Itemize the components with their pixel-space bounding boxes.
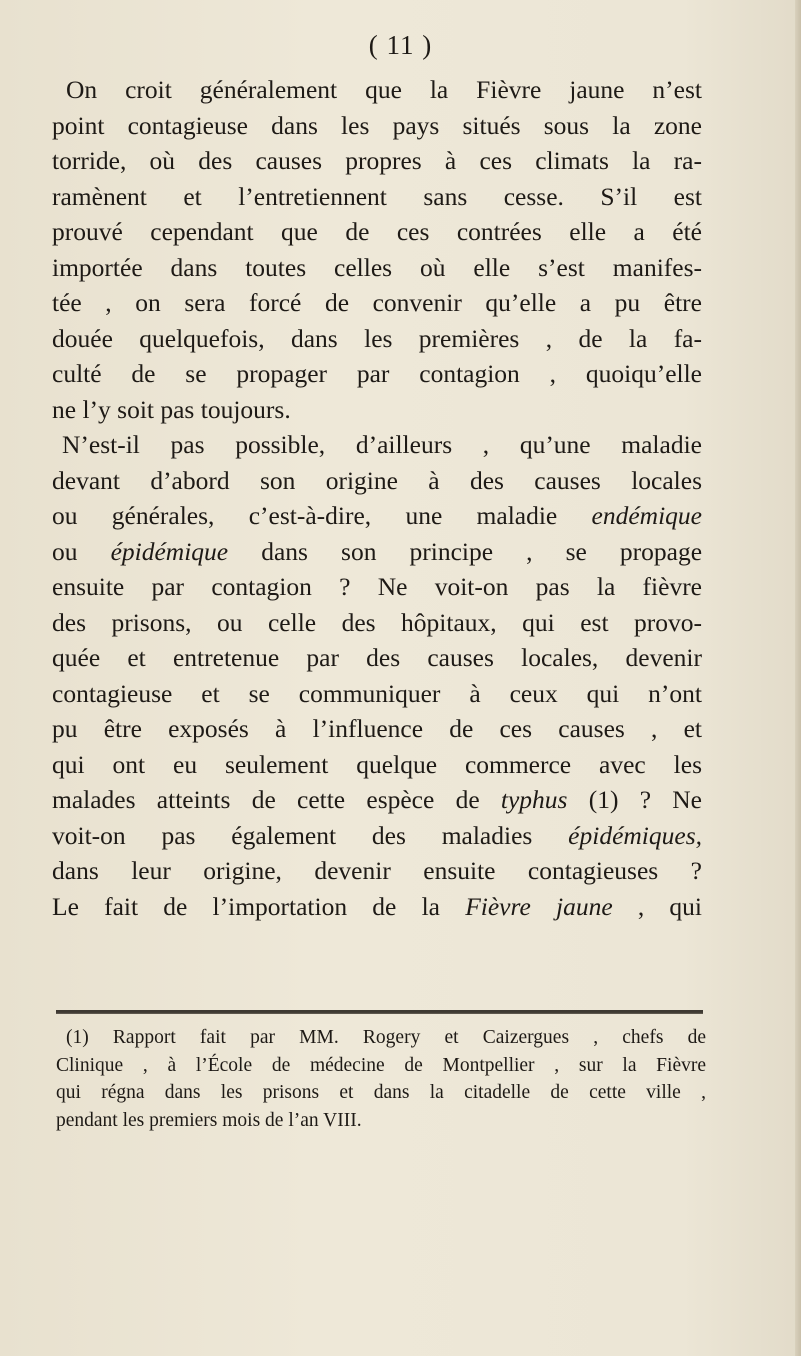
- footnote-line: pendant les premiers mois de l’an VIII.: [56, 1109, 362, 1131]
- text-segment: Le fait de l’importation de la: [52, 891, 440, 921]
- text-line: [52, 534, 702, 570]
- text-segment: dans son principe , se propage: [261, 536, 703, 566]
- footnote: [56, 1024, 706, 1134]
- text-line: tée , on sera forcé de convenir qu’elle a pu être: [52, 288, 702, 317]
- italic-term: typhus: [500, 785, 568, 814]
- text-line: torride, où des causes propres à ces climats la ra-: [52, 146, 702, 175]
- text-segment: malades atteints de cette espèce de: [52, 785, 480, 814]
- text-line: [52, 498, 702, 534]
- text-line: importée dans toutes celles où elle s’est manifes-: [52, 252, 702, 282]
- text-line: [52, 818, 702, 854]
- text-line: N’est-il pas possible, d’ailleurs , qu’une maladie: [62, 430, 702, 459]
- italic-term: épidémique: [110, 536, 229, 566]
- text-segment: voit-on pas également des maladies: [52, 820, 533, 850]
- text-line: pu être exposés à l’influence de ces causes , et: [52, 714, 702, 743]
- page-edge: [795, 0, 801, 1356]
- text-segment: ,: [695, 820, 703, 850]
- italic-term: endémique: [591, 501, 702, 530]
- text-line: qui ont eu seulement quelque commerce avec les: [52, 749, 702, 779]
- text-line: quée et entretenue par des causes locales, devenir: [52, 643, 702, 672]
- text-line: ramènent et l’entretiennent sans cesse. S’il est: [52, 181, 702, 211]
- footnote-line: Clinique , à l’École de médecine de Montpellier , sur la Fièvre: [56, 1054, 706, 1076]
- italic-term: épidémiques: [568, 820, 696, 850]
- text-line: dans leur origine, devenir ensuite contagieuses ?: [52, 856, 702, 885]
- text-line: ne l’y soit pas toujours.: [52, 394, 291, 424]
- text-segment: (1) ? Ne: [588, 785, 702, 814]
- main-text: [52, 72, 702, 924]
- text-line: culté de se propager par contagion , quoiqu’elle: [52, 359, 702, 388]
- text-line: ensuite par contagion ? Ne voit-on pas la fièvre: [52, 572, 702, 601]
- footnote-divider: [56, 1010, 703, 1014]
- text-line: devant d’abord son origine à des causes locales: [52, 465, 702, 495]
- text-segment: ou: [52, 536, 78, 566]
- page-number: ( 11 ): [368, 30, 433, 60]
- text-line: [52, 889, 702, 925]
- text-line: contagieuse et se communiquer à ceux qui n’ont: [52, 678, 702, 708]
- text-line: des prisons, ou celle des hôpitaux, qui est provo-: [52, 607, 702, 637]
- footnote-line: (1) Rapport fait par MM. Rogery et Caizergues , chefs de: [66, 1027, 706, 1048]
- text-line: prouvé cependant que de ces contrées elle a été: [52, 217, 702, 246]
- footnote-line: qui régna dans les prisons et dans la citadelle de cette ville ,: [56, 1082, 706, 1103]
- text-line: [52, 782, 702, 818]
- text-line: point contagieuse dans les pays situés sous la zone: [52, 110, 702, 140]
- text-line: douée quelquefois, dans les premières , de la fa-: [52, 323, 702, 353]
- italic-term: Fièvre jaune: [465, 891, 613, 921]
- text-segment: ou générales, c’est-à-dire, une maladie: [52, 501, 558, 530]
- text-segment: , qui: [637, 891, 703, 921]
- text-line: On croit généralement que la Fièvre jaune n’est: [66, 75, 702, 104]
